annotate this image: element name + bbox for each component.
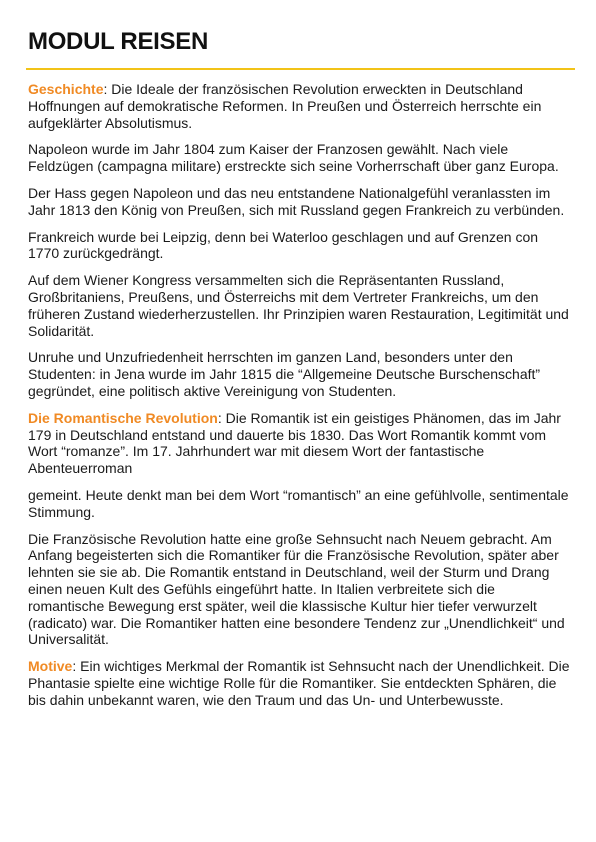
paragraph <box>28 349 572 399</box>
paragraph <box>28 272 572 339</box>
section-heading-geschichte: Geschichte <box>28 81 104 97</box>
section-heading-romantische-revolution: Die Romantische Revolution <box>28 409 218 426</box>
paragraph-text: : Ein wichtiges Merkmal der Romantik ist Sehnsucht nach der Unendlichkeit. Die Phantasie spielte eine wichtige Rolle für die Romantiker. Sie entdeckten Sphären, die bis dahin unbekannt waren, wie den Traum und das Un- und Unterbewusste. <box>28 658 570 708</box>
section-heading-motive: Motive <box>28 658 73 675</box>
paragraph <box>28 531 572 649</box>
paragraph-text: Unruhe und Unzufriedenheit herrschten im ganzen Land, besonders unter den Studenten: in Jena wurde im Jahr 1815 die “Allgemeine Deutsche Burschenschaft” gegründet, eine politisch aktive Vereinigung von Studenten. <box>28 349 541 399</box>
paragraph-geschichte <box>28 81 572 131</box>
paragraph-text: gemeint. Heute denkt man bei dem Wort “romantisch” an eine gefühlvolle, sentimentale Stimmung. <box>28 486 569 520</box>
paragraph-text: Auf dem Wiener Kongress versammelten sich die Repräsentanten Russland, Großbritaniens, Preußens, und Österreichs mit dem Vertreter Frankreichs, um den früheren Zustand wiederherzustellen. Ihr Prinzipien waren Restauration, Legitimität und Solidarität. <box>28 272 569 339</box>
paragraph-romantische-revolution <box>28 410 572 477</box>
paragraph-motive <box>28 658 572 708</box>
paragraph-text: Der Hass gegen Napoleon und das neu entstandene Nationalgefühl veranlassten im Jahr 1813 den König von Preußen, sich mit Russland gegen Frankreich zu verbünden. <box>28 184 565 218</box>
paragraph-text: : Die Romantik ist ein geistiges Phänomen, das im Jahr 179 in Deutschland entstand und dauerte bis 1830. Das Wort Romantik kommt vom Wort “romanze”. Im 17. Jahrhundert war mit diesem Wort der fantastische Abenteuerroman <box>28 409 561 477</box>
paragraph <box>28 487 572 521</box>
paragraph-text: Napoleon wurde im Jahr 1804 zum Kaiser der Franzosen gewählt. Nach viele Feldzügen (campagna militare) erstreckte sich seine Vorherrschaft über ganz Europa. <box>28 141 559 175</box>
paragraph-text: Die Französische Revolution hatte eine große Sehnsucht nach Neuem gebracht. Am Anfang begeisterten sich die Romantiker für die Französische Revolution, später aber lehnten sie sie ab. Die Romantik entstand in Deutschland, weil der Sturm und Drang einen neuen Kult des Gefühls eingeführt hatte. In Italien verbreitete sich die romantische Bewegung erst später, weil die klassische Kultur hier tiefer verwurzelt (radicato) war. Die Romantiker hatten eine besondere Tendenz zur „Unendlichkeit“ und Universalität. <box>28 530 565 648</box>
document-body <box>28 81 572 719</box>
paragraph-text: : Die Ideale der französischen Revolution erweckten in Deutschland Hoffnungen auf demokratische Reformen. In Preußen und Österreich herrschte ein aufgeklärter Absolutismus. <box>28 81 542 131</box>
paragraph <box>28 141 572 175</box>
paragraph <box>28 229 572 263</box>
page-title: MODUL REISEN <box>28 28 208 55</box>
paragraph <box>28 185 572 219</box>
title-divider <box>26 68 575 70</box>
paragraph-text: Frankreich wurde bei Leipzig, denn bei Waterloo geschlagen und auf Grenzen con 1770 zurückgedrängt. <box>28 228 539 262</box>
